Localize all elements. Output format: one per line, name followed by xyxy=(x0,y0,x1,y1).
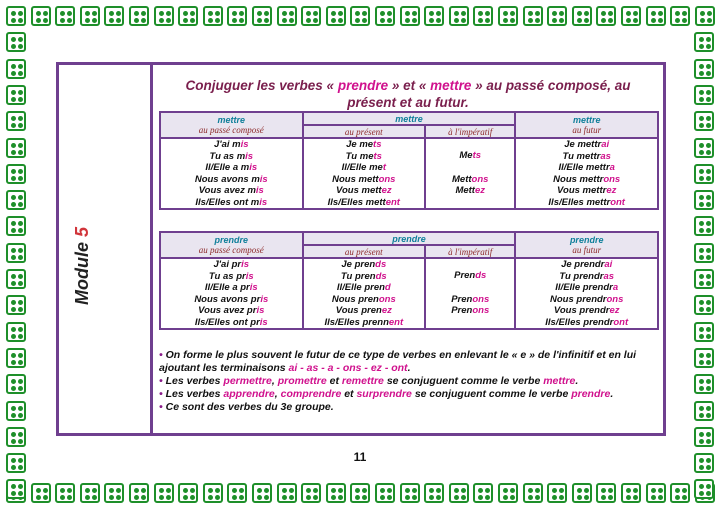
conjugation-line: Ils/Elles ont pris xyxy=(194,316,268,328)
clover-icon xyxy=(400,6,420,26)
note-3: • Les verbes apprendre, comprendre et surprendre se conjuguent comme le verbe prendre. xyxy=(159,388,614,400)
clover-icon xyxy=(646,6,666,26)
clover-icon xyxy=(6,479,26,499)
clover-icon xyxy=(6,190,26,210)
conjugation-line: Mettons xyxy=(452,173,489,185)
note-4: • Ce sont des verbes du 3e groupe. xyxy=(159,401,334,413)
clover-icon xyxy=(670,483,690,503)
clover-icon xyxy=(400,483,420,503)
clover-icon xyxy=(6,295,26,315)
conjugation-line: Ils/Elles mettront xyxy=(548,196,625,208)
clover-icon xyxy=(6,164,26,184)
conjugation-line: Il/Elle prend xyxy=(336,282,391,293)
conjugation-line: Il/Elle mettra xyxy=(558,162,615,173)
conjugation-table-mettre xyxy=(159,111,659,210)
clover-icon xyxy=(694,32,714,52)
header-present: au présent xyxy=(303,245,425,258)
conjugation-table-prendre xyxy=(159,231,659,330)
clover-icon xyxy=(31,483,51,503)
col-futur xyxy=(515,258,658,329)
clover-icon xyxy=(178,483,198,503)
clover-icon xyxy=(6,348,26,368)
conjugation-line: Mets xyxy=(459,150,482,162)
clover-icon xyxy=(104,483,124,503)
clover-icon xyxy=(178,6,198,26)
conjugation-line: Prends xyxy=(454,270,487,282)
conjugation-line: Nous mettrons xyxy=(553,173,621,185)
clover-icon xyxy=(6,138,26,158)
clover-icon xyxy=(31,6,51,26)
clover-icon xyxy=(547,6,567,26)
conjugation-line: Ils/Elles mettent xyxy=(327,196,400,208)
clover-icon xyxy=(670,6,690,26)
header-verb: prendre xyxy=(303,232,516,245)
clover-icon xyxy=(6,6,26,26)
conjugation-line: Nous prenons xyxy=(331,293,396,305)
clover-icon xyxy=(694,322,714,342)
clover-icon xyxy=(449,483,469,503)
header-imperatif: à l'impératif xyxy=(425,125,515,138)
clover-icon xyxy=(104,6,124,26)
conjugation-line: Tu as pris xyxy=(208,270,254,282)
conjugation-line: Je mettrai xyxy=(564,139,610,150)
clover-icon xyxy=(694,216,714,236)
clover-icon xyxy=(6,216,26,236)
conjugation-line: Il/Elle met xyxy=(341,162,386,173)
module-label: Module 5 xyxy=(72,226,92,305)
clover-icon xyxy=(375,6,395,26)
clover-icon xyxy=(6,32,26,52)
conjugation-line: Nous mettons xyxy=(332,173,396,185)
lesson-content xyxy=(153,65,663,433)
clover-icon xyxy=(694,427,714,447)
clover-icon xyxy=(326,483,346,503)
conjugation-line: Je mets xyxy=(346,139,382,150)
col-passe-compose xyxy=(160,258,303,329)
clover-icon xyxy=(80,483,100,503)
clover-icon xyxy=(621,6,641,26)
clover-icon xyxy=(203,483,223,503)
clover-icon xyxy=(498,483,518,503)
conjugation-line: Ils/Elles ont mis xyxy=(195,196,268,208)
clover-icon xyxy=(694,138,714,158)
clover-icon xyxy=(301,483,321,503)
rules-notes xyxy=(159,349,657,414)
conjugation-line: Vous prendrez xyxy=(553,305,620,316)
clover-icon xyxy=(572,6,592,26)
clover-icon xyxy=(646,483,666,503)
col-present xyxy=(303,138,425,209)
clover-icon xyxy=(694,85,714,105)
clover-icon xyxy=(694,479,714,499)
clover-icon xyxy=(6,59,26,79)
conjugation-line: Tu prends xyxy=(340,270,387,282)
clover-icon xyxy=(129,483,149,503)
clover-icon xyxy=(6,322,26,342)
clover-icon xyxy=(80,6,100,26)
clover-icon xyxy=(6,427,26,447)
clover-icon xyxy=(129,6,149,26)
clover-icon xyxy=(473,6,493,26)
clover-icon xyxy=(523,483,543,503)
clover-icon xyxy=(55,6,75,26)
conjugation-line: Il/Elle a mis xyxy=(205,162,258,173)
clover-icon xyxy=(350,6,370,26)
conjugation-line: J'ai pris xyxy=(213,259,250,270)
conjugation-line: Ils/Elles prendront xyxy=(545,316,629,328)
clover-icon xyxy=(350,483,370,503)
clover-icon xyxy=(694,269,714,289)
conjugation-line: Nous avons pris xyxy=(194,293,269,305)
conjugation-line: Il/Elle prendra xyxy=(555,282,619,293)
clover-icon xyxy=(473,483,493,503)
conjugation-line: Vous avez mis xyxy=(198,185,264,196)
header-passe-compose: mettre au passé composé xyxy=(160,112,303,138)
lesson-panel xyxy=(56,62,666,436)
clover-icon xyxy=(326,6,346,26)
note-2: • Les verbes permettre, promettre et remettre se conjuguent comme le verbe mettre. xyxy=(159,375,579,387)
conjugation-line: Tu mets xyxy=(345,150,382,162)
conjugation-line: Tu mettras xyxy=(562,150,611,162)
clover-icon xyxy=(572,483,592,503)
clover-icon xyxy=(695,6,715,26)
clover-icon xyxy=(694,190,714,210)
col-imperatif xyxy=(425,258,515,329)
col-passe-compose xyxy=(160,138,303,209)
clover-icon xyxy=(547,483,567,503)
clover-icon xyxy=(301,6,321,26)
conjugation-line: Ils/Elles prennent xyxy=(324,316,404,328)
conjugation-line: Vous avez pris xyxy=(198,305,265,316)
conjugation-line: Vous prenez xyxy=(335,305,392,316)
page-number: 11 xyxy=(353,450,367,464)
conjugation-line: Mettez xyxy=(455,185,486,197)
clover-icon xyxy=(694,111,714,131)
conjugation-line: Vous mettez xyxy=(335,185,392,196)
clover-icon xyxy=(694,348,714,368)
clover-icon xyxy=(449,6,469,26)
col-present xyxy=(303,258,425,329)
clover-icon xyxy=(694,59,714,79)
clover-icon xyxy=(498,6,518,26)
conjugation-line: Nous prendrons xyxy=(550,293,624,305)
header-imperatif: à l'impératif xyxy=(425,245,515,258)
clover-icon xyxy=(694,295,714,315)
clover-icon xyxy=(55,483,75,503)
clover-icon xyxy=(252,6,272,26)
clover-icon xyxy=(154,483,174,503)
clover-icon xyxy=(227,6,247,26)
header-futur: prendre au futur xyxy=(515,232,658,258)
conjugation-line: J'ai mis xyxy=(214,139,249,150)
module-number: 5 xyxy=(72,226,92,237)
header-futur: mettre au futur xyxy=(515,112,658,138)
clover-icon xyxy=(694,401,714,421)
note-1: • On forme le plus souvent le futur de ce type de verbes en enlevant le « e » de l'infinitif et en lui ajoutant les terminaisons ai - as - a - ons - ez - ont. xyxy=(159,349,637,374)
conjugation-line: Tu as mis xyxy=(209,150,254,162)
clover-icon xyxy=(694,243,714,263)
clover-icon xyxy=(621,483,641,503)
header-present: au présent xyxy=(303,125,425,138)
conjugation-line: Je prends xyxy=(341,259,387,270)
clover-icon xyxy=(6,374,26,394)
clover-icon xyxy=(154,6,174,26)
clover-icon xyxy=(6,243,26,263)
clover-icon xyxy=(6,269,26,289)
clover-icon xyxy=(523,6,543,26)
conjugation-line: Prenons xyxy=(451,305,490,317)
clover-icon xyxy=(424,483,444,503)
col-imperatif xyxy=(425,138,515,209)
clover-icon xyxy=(375,483,395,503)
clover-icon xyxy=(596,483,616,503)
col-futur xyxy=(515,138,658,209)
clover-icon xyxy=(6,111,26,131)
clover-icon xyxy=(277,483,297,503)
module-sidebar xyxy=(59,65,153,433)
clover-icon xyxy=(596,6,616,26)
conjugation-line: Nous avons mis xyxy=(194,173,268,185)
conjugation-line: Il/Elle a pris xyxy=(204,282,258,293)
clover-icon xyxy=(227,483,247,503)
clover-icon xyxy=(203,6,223,26)
clover-icon xyxy=(252,483,272,503)
conjugation-line: Prenons xyxy=(451,293,490,305)
header-verb: mettre xyxy=(303,112,516,125)
conjugation-line: Je prendrai xyxy=(561,259,613,270)
conjugation-line: Vous mettrez xyxy=(557,185,617,196)
conjugation-line: Tu prendras xyxy=(559,270,615,282)
clover-icon xyxy=(6,85,26,105)
lesson-title: Conjuguer les verbes « prendre » et « mettre » au passé composé, au présent et au futur. xyxy=(185,78,631,110)
header-passe-compose: prendre au passé composé xyxy=(160,232,303,258)
clover-icon xyxy=(694,374,714,394)
clover-icon xyxy=(694,164,714,184)
clover-icon xyxy=(424,6,444,26)
clover-icon xyxy=(6,401,26,421)
clover-icon xyxy=(277,6,297,26)
